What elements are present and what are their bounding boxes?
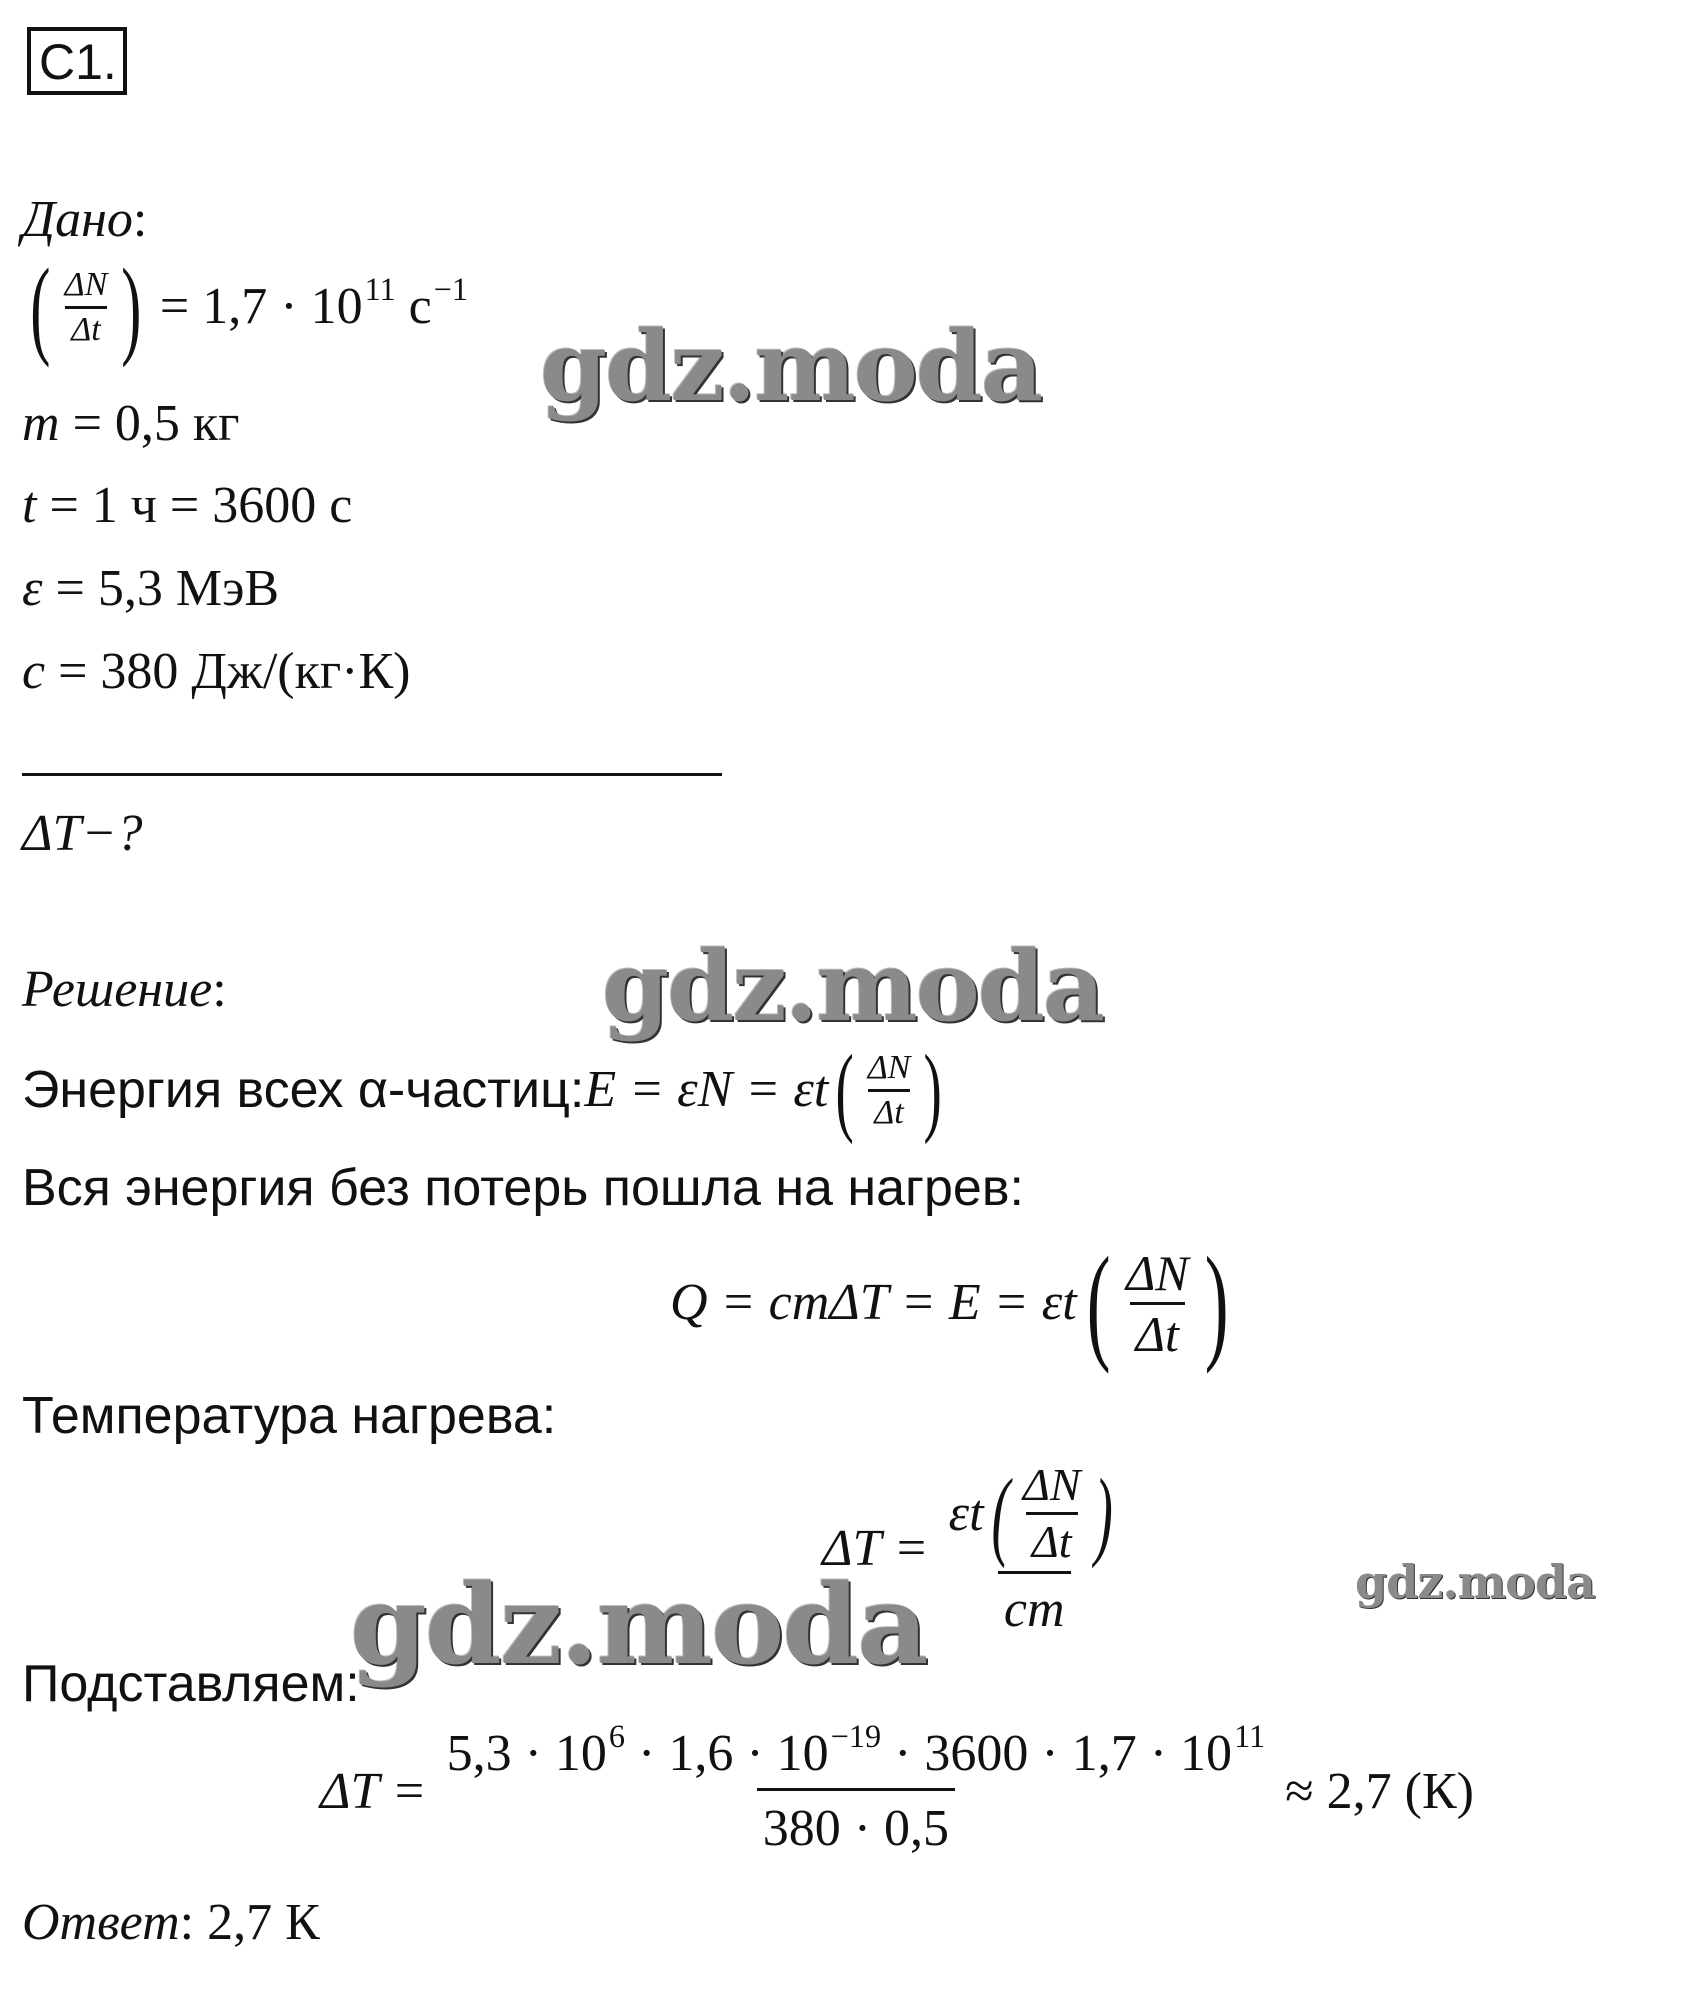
- watermark: gdz.moda: [350, 1560, 927, 1689]
- formula3-fraction: εt ( $\frac{\Delta N}{\Delta t}$ ) cm: [948, 1457, 1113, 1638]
- watermark: gdz.moda: [540, 310, 1042, 423]
- formula-substitution: ΔT = $\frac{5,3 \cdot 10^6 \cdot 1,6 \cdot 10^{-19} \cdot 3600 \cdot 1,7 \cdot 10^{11}}{380 \cdot 0,5}$ ≈ 2,7 (К): [320, 1718, 1474, 1857]
- formula-delta-t: ΔT = εt ( $\frac{\Delta N}{\Delta t}$ ) cm: [822, 1462, 1126, 1636]
- solution-line-temperature: Температура нагрева:: [22, 1387, 557, 1445]
- given-activity: ( $\frac{\Delta N}{\Delta t}$ ) = $1,7 \cdot 10^{11}$ $с^{-1}$: [30, 246, 469, 368]
- formula-heat-balance: Q = cmΔT = E = εt ( $\frac{\Delta N}{\Delta t}$ ): [670, 1231, 1229, 1375]
- given-energy: ε = 5,3 МэВ: [22, 560, 280, 617]
- solution-line-energy: Энергия всех α-частиц: E = εN = εt ( $\frac{\Delta N}{\Delta t}$ ): [22, 1034, 943, 1145]
- line1-fraction: $\frac{\Delta N}{\Delta t}$: [867, 1048, 911, 1131]
- activity-fraction: $\frac{\Delta N}{\Delta t}$: [64, 265, 108, 348]
- given-mass: m = 0,5 кг: [22, 395, 240, 452]
- given-heat-capacity: c = 380 Дж/(кг·К): [22, 643, 411, 700]
- task-number-box: [27, 27, 127, 95]
- task-number: C1.: [39, 34, 117, 90]
- given-time: t = 1 ч = 3600 с: [22, 477, 353, 534]
- formula4-fraction: $\frac{5,3 \cdot 10^6 \cdot 1,6 \cdot 10^{-19} \cdot 3600 \cdot 1,7 \cdot 10^{11}}{380 \cdot 0,5}$: [446, 1718, 1266, 1857]
- find-line: ΔT−?: [22, 805, 143, 862]
- formula2-fraction: $\frac{\Delta N}{\Delta t}$: [1125, 1244, 1189, 1362]
- solution-line-substitute: Подставляем:: [22, 1655, 360, 1713]
- answer-line: Ответ: 2,7 К: [22, 1894, 320, 1951]
- watermark: gdz.moda: [1355, 1555, 1595, 1609]
- solution-line-heating: Вся энергия без потерь пошла на нагрев:: [22, 1159, 1024, 1217]
- given-divider: [22, 773, 722, 776]
- given-heading: Дано:: [22, 191, 148, 248]
- watermark: gdz.moda: [602, 930, 1104, 1043]
- solution-heading: Решение:: [22, 961, 227, 1018]
